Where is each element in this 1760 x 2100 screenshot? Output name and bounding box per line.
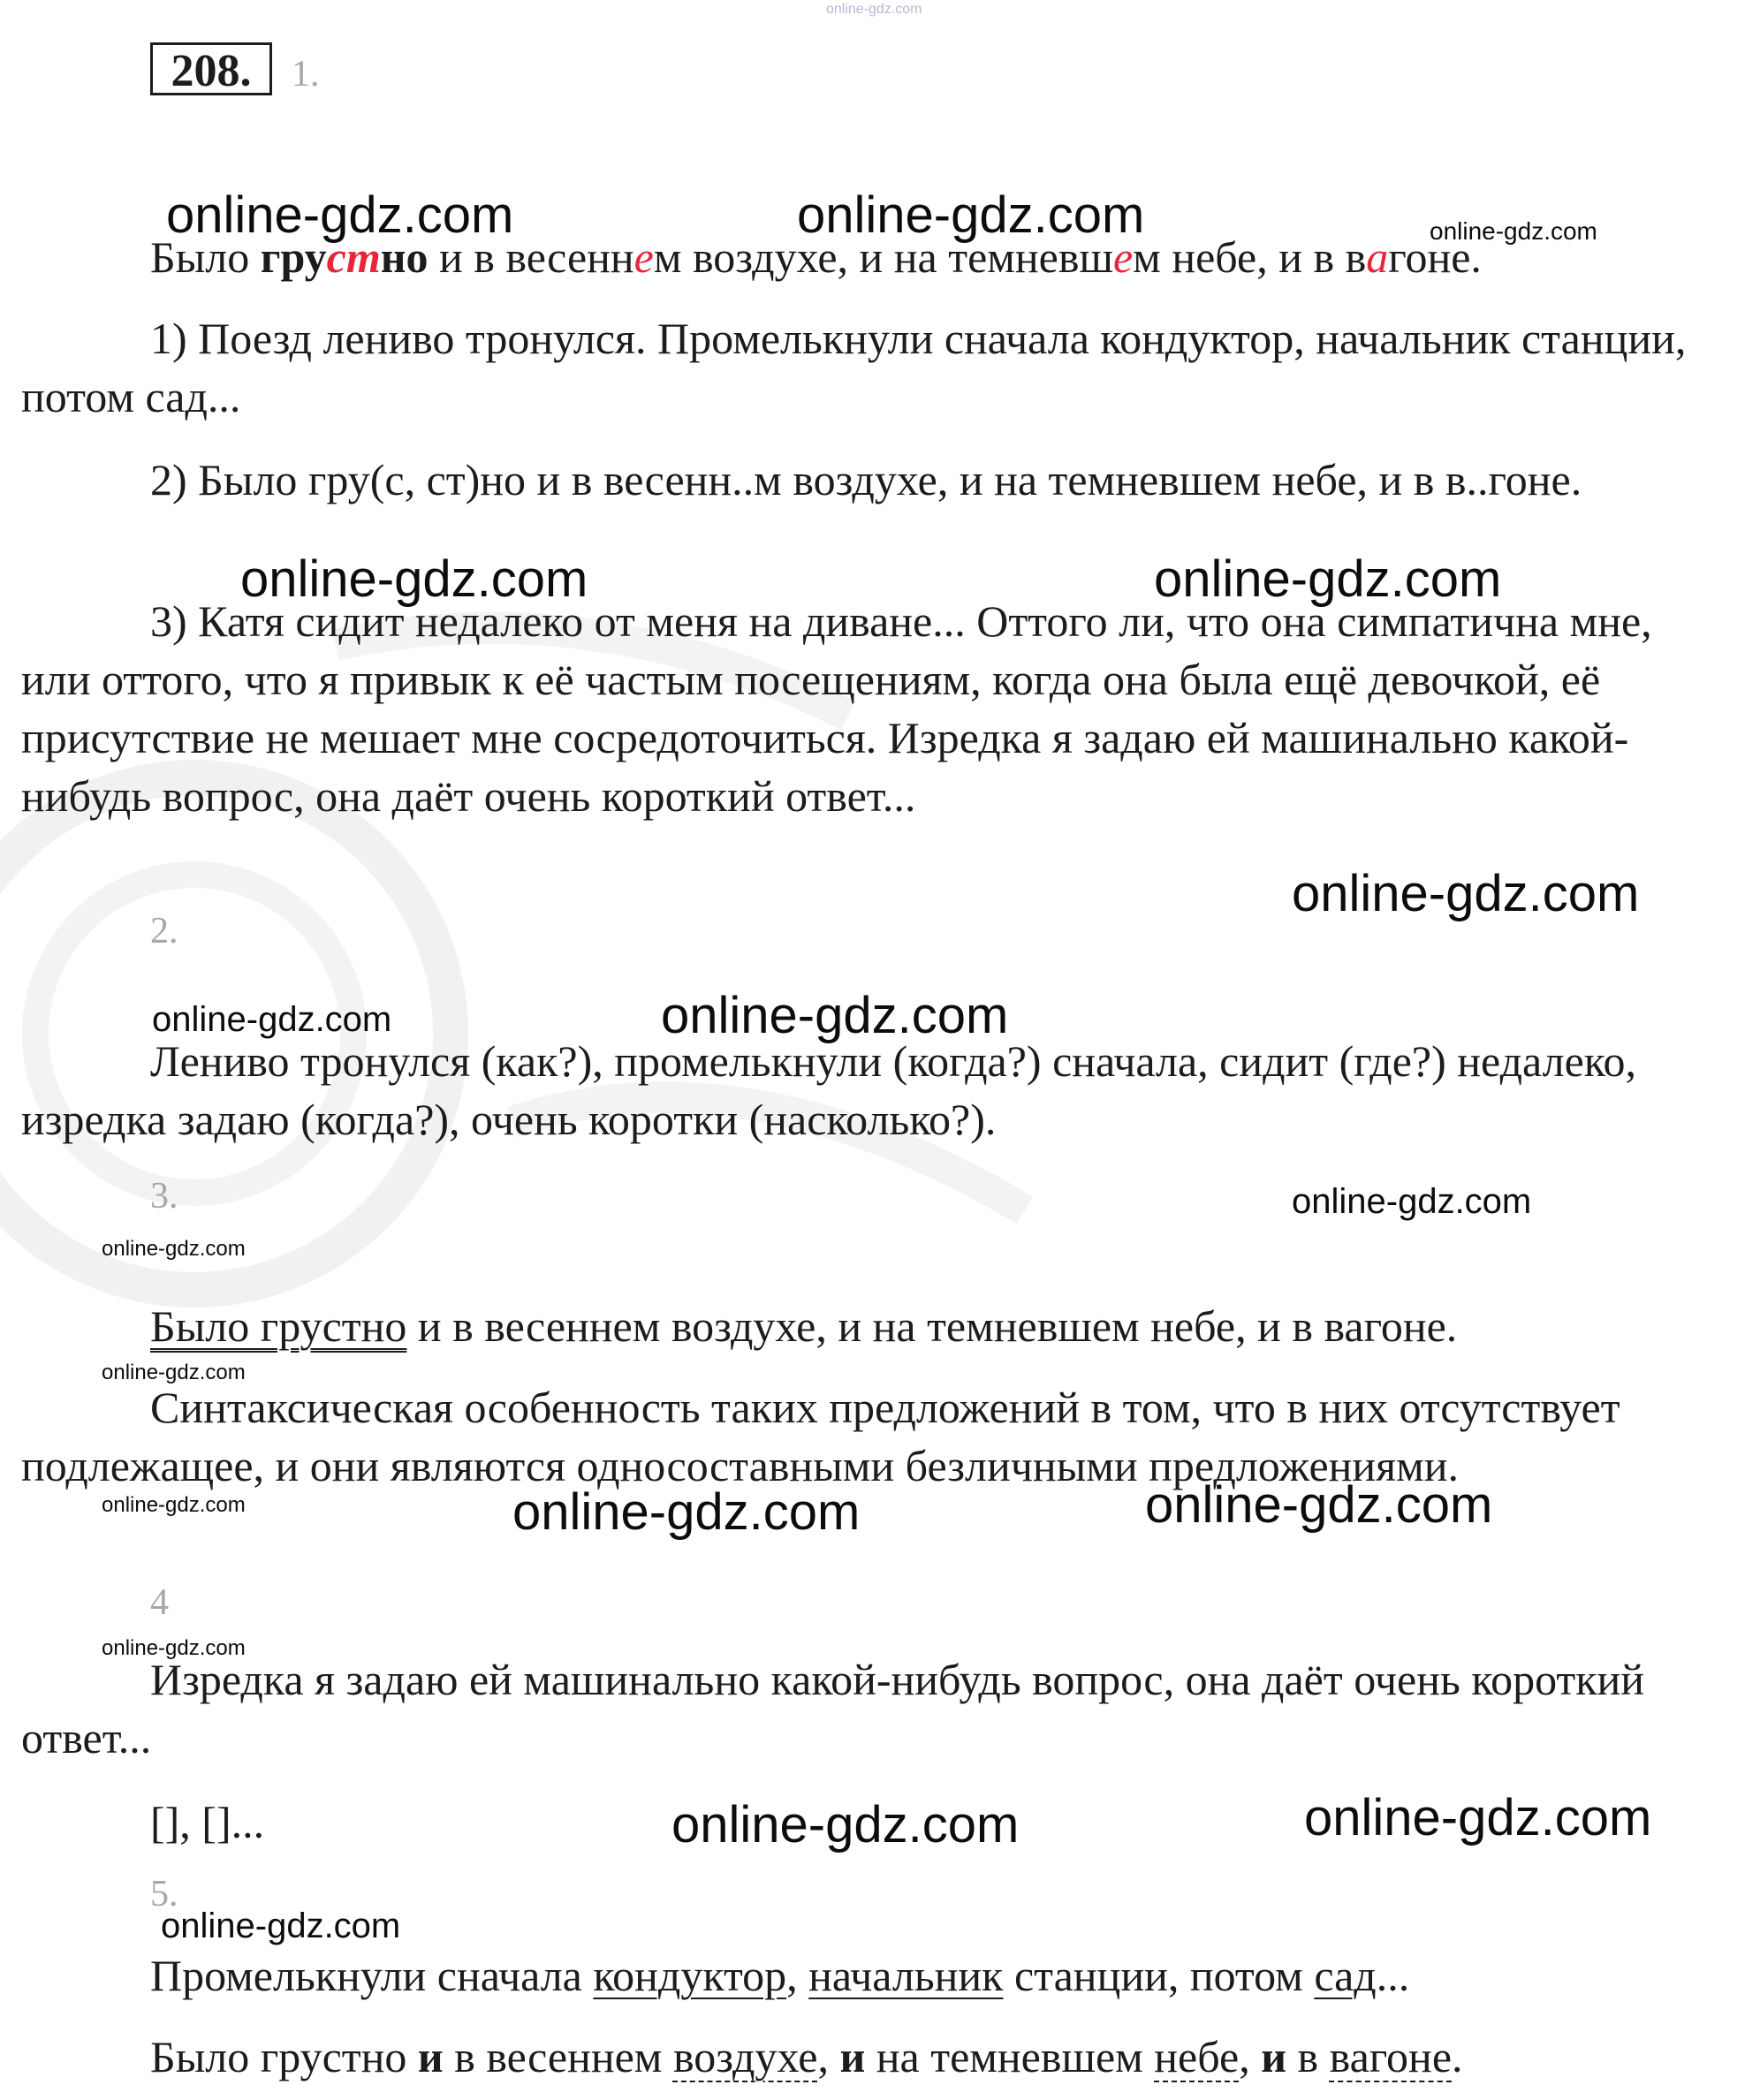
watermark-text: online-gdz.com	[102, 1636, 246, 1660]
watermark-text: online-gdz.com	[797, 186, 1145, 244]
text-span: но	[380, 232, 429, 282]
subject-underlined: начальник	[808, 1951, 1004, 2000]
paragraph-1	[21, 309, 1722, 426]
watermark-text: online-gdz.com	[1145, 1476, 1493, 1534]
paragraph-text: Лениво тронулся (как?), промелькнули (когда?) сначала, сидит (где?) недалеко, изредка задаю (когда?), очень коротки (насколько?).	[21, 1036, 1637, 1144]
text-span: Промелькнули сначала	[150, 1951, 594, 2000]
orthogram-letter: е	[1112, 232, 1134, 282]
text-span: ,	[786, 1951, 809, 2000]
text-span: Было грустно	[150, 2032, 418, 2081]
paragraph-text: Изредка я задаю ей машинально какой-нибудь вопрос, она даёт очень короткий ответ...	[21, 1655, 1645, 1763]
watermark-text: online-gdz.com	[1304, 1789, 1652, 1846]
paragraph-sentence-4	[21, 1650, 1722, 1767]
section-number-1: 1.	[292, 54, 320, 95]
top-watermark: online-gdz.com	[826, 2, 922, 17]
homogeneous-subjects-sentence	[150, 1946, 1409, 2005]
watermark-text: online-gdz.com	[102, 1493, 246, 1517]
section-number-5: 5.	[150, 1874, 178, 1914]
watermark-text: online-gdz.com	[1292, 1182, 1532, 1221]
text-span: .	[1452, 2032, 1463, 2081]
orthogram-letter: ст	[326, 232, 381, 282]
orthogram-letter: е	[633, 232, 654, 282]
text-span: гоне.	[1388, 232, 1482, 282]
paragraph-text: 2) Было гру(с, ст)но и в весенн..м воздухе, и на темневшем небе, и в в..гоне.	[150, 455, 1582, 504]
watermark-text: online-gdz.com	[1430, 217, 1597, 245]
conjunction: и	[417, 2032, 444, 2081]
section-number-2: 2.	[150, 911, 178, 951]
watermark-text: online-gdz.com	[671, 1796, 1020, 1854]
subject-underlined: сад	[1314, 1951, 1377, 2000]
watermark-text: online-gdz.com	[1292, 865, 1640, 922]
text-span: м воздухе, и на темневш	[653, 232, 1113, 282]
text-span: станции, потом	[1003, 1951, 1315, 2000]
watermark-text: online-gdz.com	[152, 1000, 392, 1039]
task-number: 208.	[150, 42, 272, 95]
orthogram-letter: а	[1366, 232, 1389, 282]
watermark-text: online-gdz.com	[240, 550, 588, 608]
text-span: и в весенн	[428, 232, 634, 282]
watermark-text: online-gdz.com	[512, 1483, 861, 1541]
paragraph-text: Синтаксическая особенность таких предложений в том, что в них отсутствует подлежащее, и они являются односоставными безличными предложениями.	[21, 1383, 1620, 1490]
text-span: м небе, и в в	[1133, 232, 1367, 282]
sentence-scheme: [], []...	[150, 1798, 265, 1847]
text-span: на темневшем	[865, 2032, 1155, 2081]
conjunction: и	[1261, 2032, 1287, 2081]
watermark-text: online-gdz.com	[102, 1237, 246, 1261]
section-number-3: 3.	[150, 1176, 178, 1217]
paragraph-text: 3) Катя сидит недалеко от меня на диване... Оттого ли, что она симпатична мне, или оттого, что я привык к её частым посещениям, когда она была ещё девочкой, её присутствие не мешает мне сосредоточиться. Изредка я задаю ей машинально какой-нибудь вопрос, она даёт очень короткий ответ...	[21, 596, 1652, 821]
homogeneous-adverbials-sentence	[150, 2028, 1463, 2086]
parsed-sentence	[150, 1297, 1457, 1355]
text-span: ,	[1239, 2032, 1262, 2081]
paragraph-text: 1) Поезд лениво тронулся. Промелькнули сначала кондуктор, начальник станции, потом сад...	[21, 314, 1687, 421]
text-span: и в весеннем воздухе, и на темневшем небе, и в вагоне.	[406, 1301, 1458, 1351]
adverbial-underlined: воздухе	[672, 2032, 818, 2081]
subject-underlined: кондуктор	[593, 1951, 787, 2000]
watermark-text: online-gdz.com	[161, 1907, 401, 1945]
conjunction: и	[839, 2032, 866, 2081]
text-span: в	[1286, 2032, 1330, 2081]
text-span: ,	[817, 2032, 840, 2081]
paragraph-adverbs	[21, 1032, 1722, 1149]
watermark-text: online-gdz.com	[166, 186, 514, 244]
watermark-text: online-gdz.com	[661, 987, 1009, 1044]
text-span: гру	[260, 232, 327, 282]
text-span: Было	[150, 232, 261, 282]
section-number-4: 4	[150, 1582, 169, 1623]
adverbial-underlined: вагоне	[1329, 2032, 1453, 2081]
paragraph-2	[21, 451, 1722, 509]
adverbial-underlined: небе	[1154, 2032, 1240, 2081]
predicate-underlined: Было грустно	[150, 1301, 407, 1351]
paragraph-3	[21, 592, 1722, 825]
text-span: в весеннем	[443, 2032, 673, 2081]
text-span: ...	[1376, 1951, 1410, 2000]
watermark-text: online-gdz.com	[1154, 550, 1502, 608]
watermark-text: online-gdz.com	[102, 1361, 246, 1384]
